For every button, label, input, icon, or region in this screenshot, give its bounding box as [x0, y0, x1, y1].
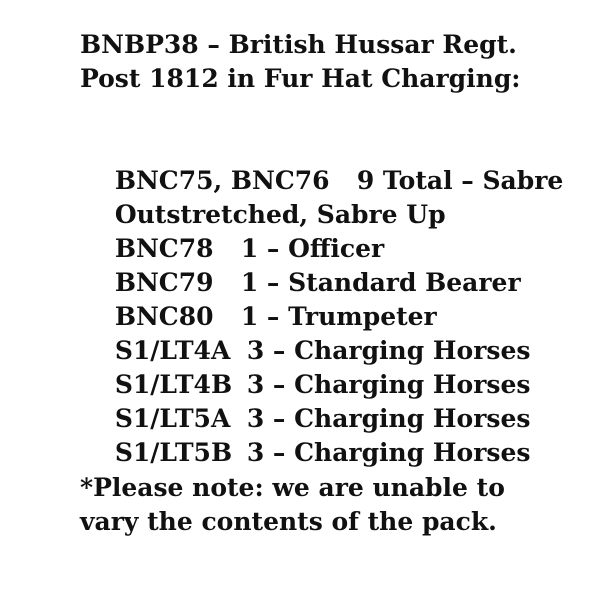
item-code: S1/LT4A	[114, 336, 231, 365]
item-description: 1 – Officer	[240, 234, 385, 263]
pack-title-line-1: BNBP38 – British Hussar Regt.	[80, 30, 517, 59]
item-description: 3 – Charging Horses	[246, 438, 531, 467]
item-description: 3 – Charging Horses	[246, 370, 531, 399]
item-code: BNC80	[114, 302, 214, 331]
item-description: 3 – Charging Horses	[246, 336, 531, 365]
item-code: S1/LT5A	[114, 404, 231, 433]
pack-note-line-2: vary the contents of the pack.	[80, 507, 497, 536]
item-description: 1 – Trumpeter	[240, 302, 437, 331]
item-description: Outstretched, Sabre Up	[114, 200, 446, 229]
product-pack-document	[80, 28, 580, 539]
item-code: S1/LT4B	[114, 370, 233, 399]
item-code: S1/LT5B	[114, 438, 233, 467]
item-code: BNC79	[114, 268, 214, 297]
spacer	[80, 96, 580, 130]
pack-note-line-1: *Please note: we are unable to	[80, 473, 505, 502]
item-description: 3 – Charging Horses	[246, 404, 531, 433]
item-code: BNC75, BNC76	[114, 166, 330, 195]
item-description: 1 – Standard Bearer	[240, 268, 521, 297]
content-row	[80, 130, 580, 195]
item-description: 9 Total – Sabre	[356, 166, 564, 195]
item-code: BNC78	[114, 234, 214, 263]
pack-title-line-2: Post 1812 in Fur Hat Charging:	[80, 64, 521, 93]
